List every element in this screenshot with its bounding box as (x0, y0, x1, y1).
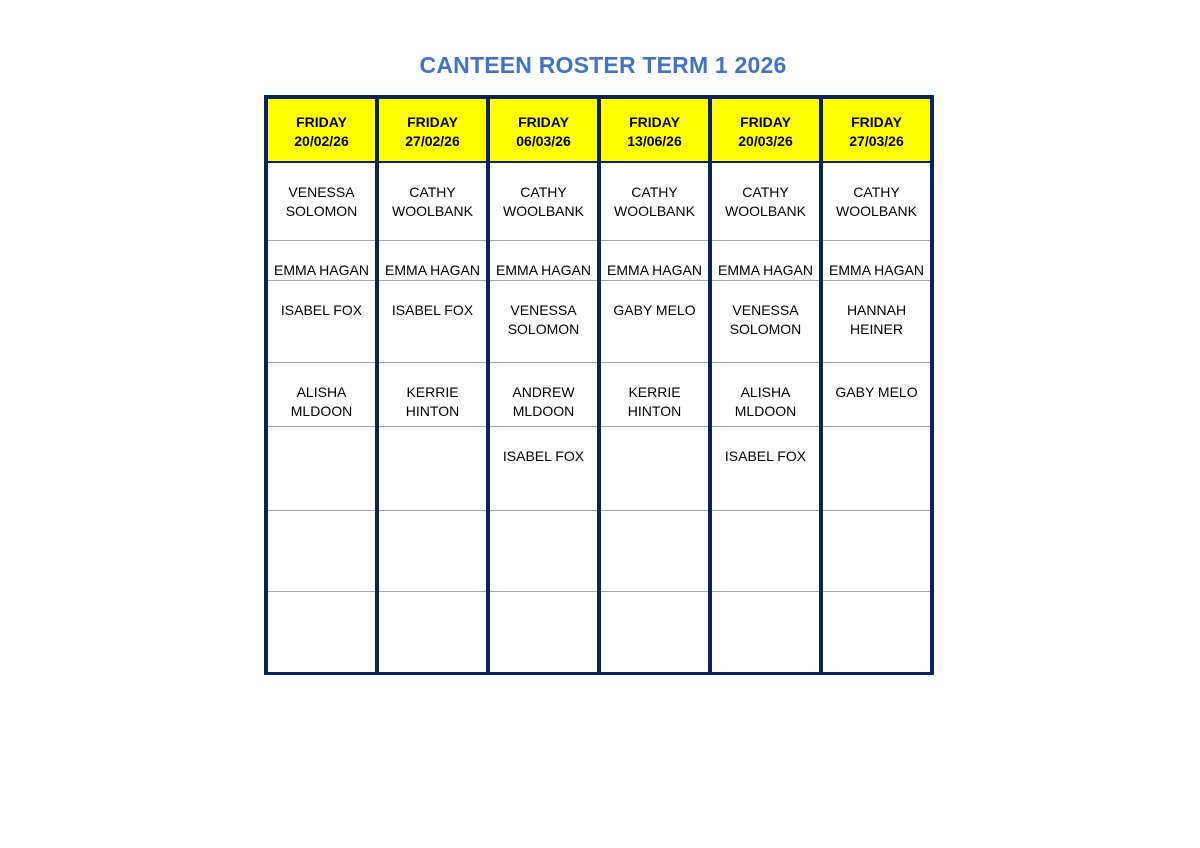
name-line: EMMA HAGAN (829, 261, 924, 278)
name-line: ALISHA (296, 383, 347, 400)
name-line: ANDREW (512, 383, 575, 400)
header-cell (377, 97, 488, 162)
name-line: MLDOON (290, 402, 353, 419)
header-day: FRIDAY (629, 114, 680, 130)
name-line: GABY MELO (835, 383, 918, 400)
table-row (266, 426, 932, 510)
name-line: ISABEL FOX (280, 301, 363, 318)
name-line: EMMA HAGAN (496, 261, 591, 278)
roster-cell (599, 280, 710, 362)
name-line: MLDOON (512, 402, 575, 419)
name-line: KERRIE (406, 383, 459, 400)
roster-cell (599, 426, 710, 510)
table-row (266, 591, 932, 673)
roster-cell (821, 162, 932, 240)
roster-cell (488, 510, 599, 591)
header-cell (599, 97, 710, 162)
roster-cell (266, 510, 377, 591)
name-line: HINTON (405, 402, 460, 419)
roster-cell (710, 510, 821, 591)
roster-cell (821, 510, 932, 591)
roster-cell (821, 426, 932, 510)
name-line: HANNAH (846, 301, 907, 318)
table-row (266, 162, 932, 240)
roster-cell (377, 162, 488, 240)
name-line: EMMA HAGAN (718, 261, 813, 278)
header-cell (710, 97, 821, 162)
roster-cell (266, 240, 377, 280)
name-line: WOOLBANK (836, 203, 917, 219)
header-day: FRIDAY (296, 114, 347, 130)
roster-cell (488, 280, 599, 362)
roster-cell (710, 591, 821, 673)
table-row (266, 280, 932, 362)
header-cell (821, 97, 932, 162)
header-day: FRIDAY (740, 114, 791, 130)
name-line: ISABEL FOX (724, 447, 807, 464)
roster-cell (488, 362, 599, 426)
roster-cell (710, 426, 821, 510)
roster-cell (488, 162, 599, 240)
roster-cell (266, 362, 377, 426)
name-line: CATHY (742, 184, 789, 200)
name-line: WOOLBANK (614, 203, 695, 219)
header-row (266, 97, 932, 162)
name-line: SOLOMON (729, 320, 802, 337)
name-line: EMMA HAGAN (385, 261, 480, 278)
name-line: HINTON (627, 402, 682, 419)
name-line: WOOLBANK (725, 203, 806, 219)
name-line: CATHY (409, 184, 456, 200)
roster-cell (710, 280, 821, 362)
name-line: CATHY (520, 184, 567, 200)
header-date: 06/03/26 (516, 133, 571, 149)
name-line: HEINER (850, 320, 903, 337)
name-line: ISABEL FOX (502, 447, 585, 464)
name-line: MLDOON (734, 402, 797, 419)
header-date: 20/03/26 (738, 133, 793, 149)
table-row (266, 240, 932, 280)
roster-cell (488, 426, 599, 510)
header-date: 13/06/26 (627, 133, 682, 149)
name-line: CATHY (853, 184, 900, 200)
roster-cell (710, 240, 821, 280)
name-line: SOLOMON (285, 203, 358, 219)
roster-cell (599, 362, 710, 426)
name-line: EMMA HAGAN (607, 261, 702, 278)
name-line: GABY MELO (613, 301, 696, 318)
name-line: VENESSA (510, 301, 577, 318)
header-day: FRIDAY (407, 114, 458, 130)
name-line: EMMA HAGAN (274, 261, 369, 278)
roster-cell (377, 591, 488, 673)
header-cell (266, 97, 377, 162)
name-line: CATHY (631, 184, 678, 200)
name-line: ISABEL FOX (391, 301, 474, 318)
name-line: ALISHA (740, 383, 791, 400)
table-row (266, 362, 932, 426)
roster-cell (599, 591, 710, 673)
roster-cell (377, 426, 488, 510)
name-line: WOOLBANK (503, 203, 584, 219)
roster-cell (266, 591, 377, 673)
name-line: VENESSA (288, 184, 355, 200)
header-cell (488, 97, 599, 162)
roster-cell (821, 591, 932, 673)
roster-cell (488, 591, 599, 673)
roster-cell (599, 510, 710, 591)
roster-table (264, 95, 934, 675)
name-line: VENESSA (732, 301, 799, 318)
name-line: SOLOMON (507, 320, 580, 337)
header-day: FRIDAY (851, 114, 902, 130)
header-day: FRIDAY (518, 114, 569, 130)
roster-cell (488, 240, 599, 280)
table-row (266, 510, 932, 591)
roster-cell (377, 280, 488, 362)
roster-cell (266, 162, 377, 240)
roster-cell (599, 240, 710, 280)
roster-cell (599, 162, 710, 240)
roster-cell (821, 280, 932, 362)
roster-cell (377, 362, 488, 426)
header-date: 20/02/26 (294, 133, 349, 149)
header-date: 27/03/26 (849, 133, 904, 149)
roster-cell (821, 240, 932, 280)
roster-title: CANTEEN ROSTER TERM 1 2026 (419, 52, 787, 78)
name-line: WOOLBANK (392, 203, 473, 219)
name-line: KERRIE (628, 383, 681, 400)
roster-cell (710, 162, 821, 240)
roster-cell (710, 362, 821, 426)
roster-cell (266, 426, 377, 510)
header-date: 27/02/26 (405, 133, 460, 149)
roster-cell (377, 240, 488, 280)
roster-cell (266, 280, 377, 362)
roster-cell (821, 362, 932, 426)
roster-cell (377, 510, 488, 591)
